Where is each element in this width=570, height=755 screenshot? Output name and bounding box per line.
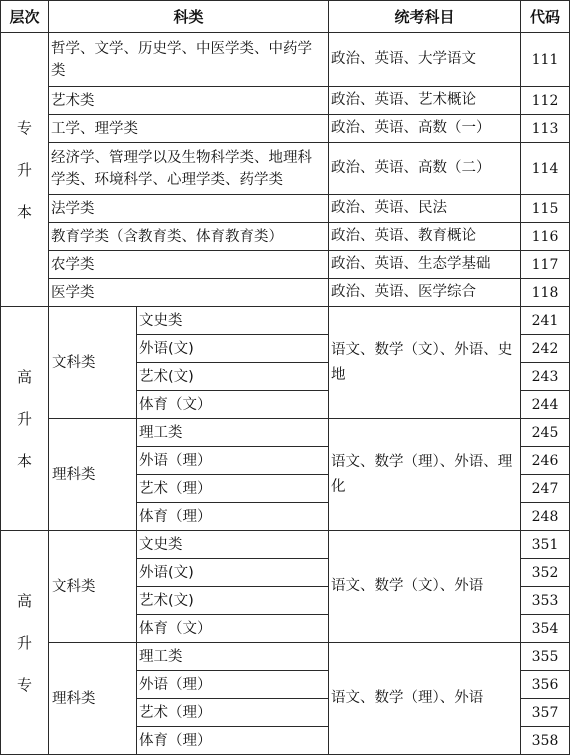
subcategory-cell: 体育（文） bbox=[137, 391, 329, 419]
subcategory-cell: 体育（理） bbox=[137, 503, 329, 531]
level-cell-gsb bbox=[1, 307, 49, 531]
category-cell: 艺术类 bbox=[49, 87, 329, 115]
code-cell: 246 bbox=[521, 447, 570, 475]
code-cell: 243 bbox=[521, 363, 570, 391]
code-cell: 352 bbox=[521, 559, 570, 587]
subcategory-cell: 艺术（理） bbox=[137, 699, 329, 727]
code-cell: 245 bbox=[521, 419, 570, 447]
group-cell: 文科类 bbox=[49, 531, 137, 643]
code-cell: 356 bbox=[521, 671, 570, 699]
category-cell: 经济学、管理学以及生物科学类、地理科学类、环境科学、心理学类、药学类 bbox=[49, 143, 329, 195]
exams-cell: 语文、数学（理）、外语、理化 bbox=[329, 419, 521, 531]
exams-cell: 语文、数学（文）、外语、史地 bbox=[329, 307, 521, 419]
code-cell: 112 bbox=[521, 87, 570, 115]
code-cell: 353 bbox=[521, 587, 570, 615]
table-row bbox=[1, 223, 570, 251]
level-label: 高升本 bbox=[16, 367, 32, 470]
code-cell: 241 bbox=[521, 307, 570, 335]
header-row bbox=[1, 1, 570, 33]
exams-cell: 语文、数学（文）、外语 bbox=[329, 531, 521, 643]
code-cell: 113 bbox=[521, 115, 570, 143]
table-row bbox=[1, 307, 570, 335]
subcategory-cell: 文史类 bbox=[137, 531, 329, 559]
table-row bbox=[1, 87, 570, 115]
exams-cell: 政治、英语、高数（一） bbox=[329, 115, 521, 143]
code-cell: 358 bbox=[521, 727, 570, 755]
code-cell: 242 bbox=[521, 335, 570, 363]
header-category: 科类 bbox=[49, 1, 329, 33]
exams-cell: 政治、英语、艺术概论 bbox=[329, 87, 521, 115]
subcategory-cell: 体育（理） bbox=[137, 727, 329, 755]
level-label: 高升专 bbox=[16, 591, 32, 694]
group-cell: 理科类 bbox=[49, 419, 137, 531]
category-cell: 哲学、文学、历史学、中医学类、中药学类 bbox=[49, 33, 329, 87]
subcategory-cell: 外语(文) bbox=[137, 335, 329, 363]
level-cell-gsz bbox=[1, 531, 49, 755]
code-cell: 351 bbox=[521, 531, 570, 559]
code-cell: 354 bbox=[521, 615, 570, 643]
exams-cell: 政治、英语、教育概论 bbox=[329, 223, 521, 251]
exams-cell: 政治、英语、生态学基础 bbox=[329, 251, 521, 279]
category-cell: 法学类 bbox=[49, 195, 329, 223]
exams-cell: 政治、英语、高数（二） bbox=[329, 143, 521, 195]
code-cell: 111 bbox=[521, 33, 570, 87]
subcategory-cell: 文史类 bbox=[137, 307, 329, 335]
table-row bbox=[1, 419, 570, 447]
table-row bbox=[1, 33, 570, 87]
level-cell-zsb bbox=[1, 33, 49, 307]
exams-cell: 政治、英语、医学综合 bbox=[329, 279, 521, 307]
subcategory-cell: 理工类 bbox=[137, 643, 329, 671]
code-cell: 357 bbox=[521, 699, 570, 727]
code-cell: 118 bbox=[521, 279, 570, 307]
table-row bbox=[1, 195, 570, 223]
exams-cell: 语文、数学（理）、外语 bbox=[329, 643, 521, 755]
exams-cell: 政治、英语、民法 bbox=[329, 195, 521, 223]
code-cell: 355 bbox=[521, 643, 570, 671]
code-cell: 248 bbox=[521, 503, 570, 531]
code-cell: 247 bbox=[521, 475, 570, 503]
header-code: 代码 bbox=[521, 1, 570, 33]
code-cell: 114 bbox=[521, 143, 570, 195]
table-row bbox=[1, 115, 570, 143]
table-row bbox=[1, 279, 570, 307]
header-exams: 统考科目 bbox=[329, 1, 521, 33]
table-row bbox=[1, 143, 570, 195]
category-cell: 医学类 bbox=[49, 279, 329, 307]
level-label: 专升本 bbox=[16, 118, 32, 221]
code-cell: 244 bbox=[521, 391, 570, 419]
table-row bbox=[1, 251, 570, 279]
category-cell: 工学、理学类 bbox=[49, 115, 329, 143]
exams-cell: 政治、英语、大学语文 bbox=[329, 33, 521, 87]
table-row bbox=[1, 531, 570, 559]
code-cell: 116 bbox=[521, 223, 570, 251]
subcategory-cell: 外语(文) bbox=[137, 559, 329, 587]
group-cell: 理科类 bbox=[49, 643, 137, 755]
subcategory-cell: 体育（文） bbox=[137, 615, 329, 643]
code-cell: 115 bbox=[521, 195, 570, 223]
subcategory-cell: 艺术(文) bbox=[137, 587, 329, 615]
subcategory-cell: 艺术（理） bbox=[137, 475, 329, 503]
category-cell: 农学类 bbox=[49, 251, 329, 279]
header-level: 层次 bbox=[1, 1, 49, 33]
code-cell: 117 bbox=[521, 251, 570, 279]
subcategory-cell: 外语（理） bbox=[137, 447, 329, 475]
subcategory-cell: 外语（理） bbox=[137, 671, 329, 699]
subcategory-cell: 艺术(文) bbox=[137, 363, 329, 391]
category-cell: 教育学类（含教育类、体育教育类） bbox=[49, 223, 329, 251]
subcategory-cell: 理工类 bbox=[137, 419, 329, 447]
table-row bbox=[1, 643, 570, 671]
group-cell: 文科类 bbox=[49, 307, 137, 419]
